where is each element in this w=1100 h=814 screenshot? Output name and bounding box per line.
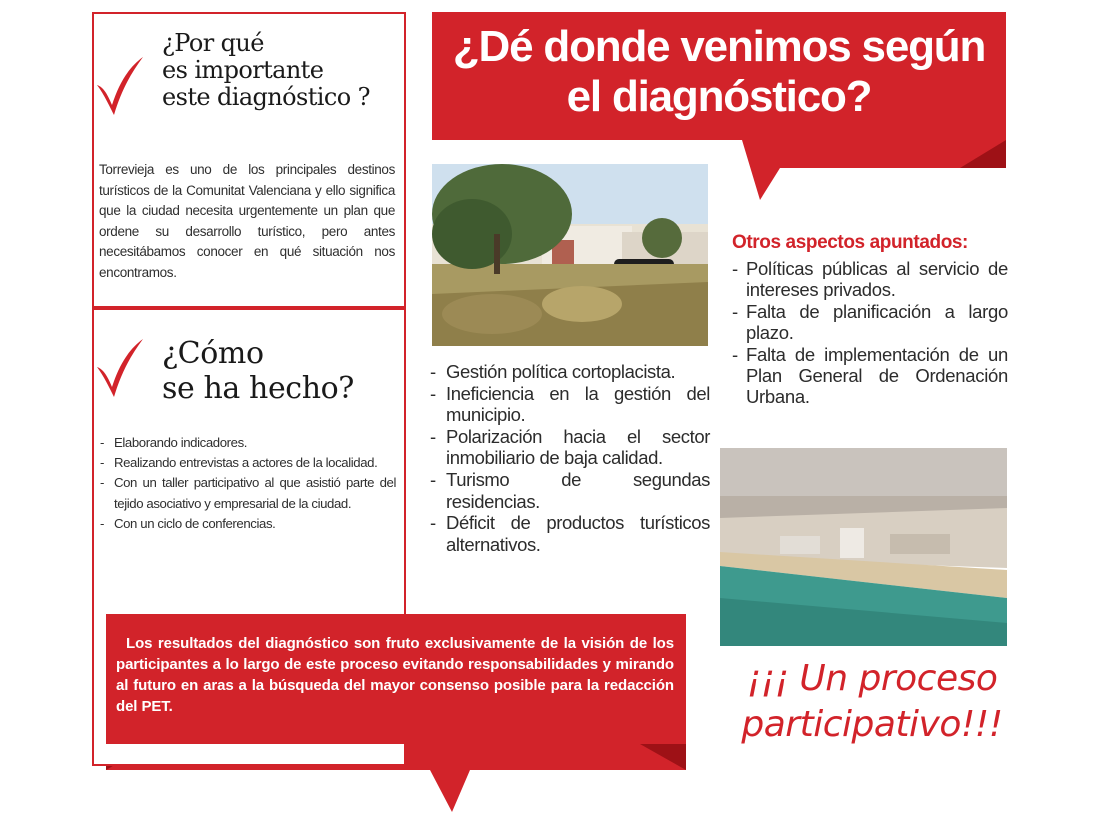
checkmark-icon	[95, 337, 145, 399]
list-item: - Elaborando indicadores.	[100, 435, 248, 450]
list-item: - Con un ciclo de conferencias.	[100, 515, 276, 531]
street-photo	[432, 164, 708, 346]
page-title: ¿Dé donde venimos según el diagnóstico?	[452, 22, 986, 121]
list-item: - Déficit de productos turísticos alternativos.	[430, 512, 710, 555]
how-title: ¿Cómo se ha hecho?	[162, 336, 354, 407]
list-item: - Políticas públicas al servicio de intereses privados.	[732, 258, 1008, 301]
checkmark-icon	[95, 55, 145, 117]
why-title: ¿Por qué es importante este diagnóstico ?	[162, 29, 370, 111]
list-item: - Falta de implementación de un Plan General de Ordenación Urbana.	[732, 343, 1008, 408]
list-item: - Polarización hacia el sector inmobiliario de baja calidad.	[430, 425, 710, 469]
list-item: - Turismo de segundas residencias.	[430, 468, 710, 512]
other-aspects-title: Otros aspectos apuntados:	[732, 232, 968, 253]
why-body-text: Torrevieja es uno de los principales destinos turísticos de la Comunitat Valenciana y ello significa que la ciudad necesita urgentemente un plan que ordene su desarrollo turístico, pero antes necesitábamos conocer en qué situación nos encontramos.	[99, 162, 395, 280]
list-item: - Con un taller participativo al que asistió parte del tejido asociativo y empresarial de la ciudad.	[100, 475, 396, 511]
list-item: - Realizando entrevistas a actores de la localidad.	[100, 455, 378, 471]
list-item: - Falta de planificación a largo plazo.	[732, 300, 1008, 344]
coast-photo	[720, 448, 1007, 646]
tagline: ¡¡¡ Un proceso participativo!!!	[741, 658, 1003, 745]
list-item: - Ineficiencia en la gestión del municipio.	[430, 382, 710, 426]
diagnosis-list	[430, 361, 710, 555]
results-text: Los resultados del diagnóstico son fruto exclusivamente de la visión de los participantes a lo largo de este proceso evitando responsabilidades y mirando al futuro en aras a la búsqueda del mayor consenso posible para la redacción del PET.	[116, 635, 674, 715]
how-method-list	[100, 433, 396, 534]
list-item: - Gestión política cortoplacista.	[430, 361, 676, 382]
other-aspects-list	[732, 258, 1008, 408]
